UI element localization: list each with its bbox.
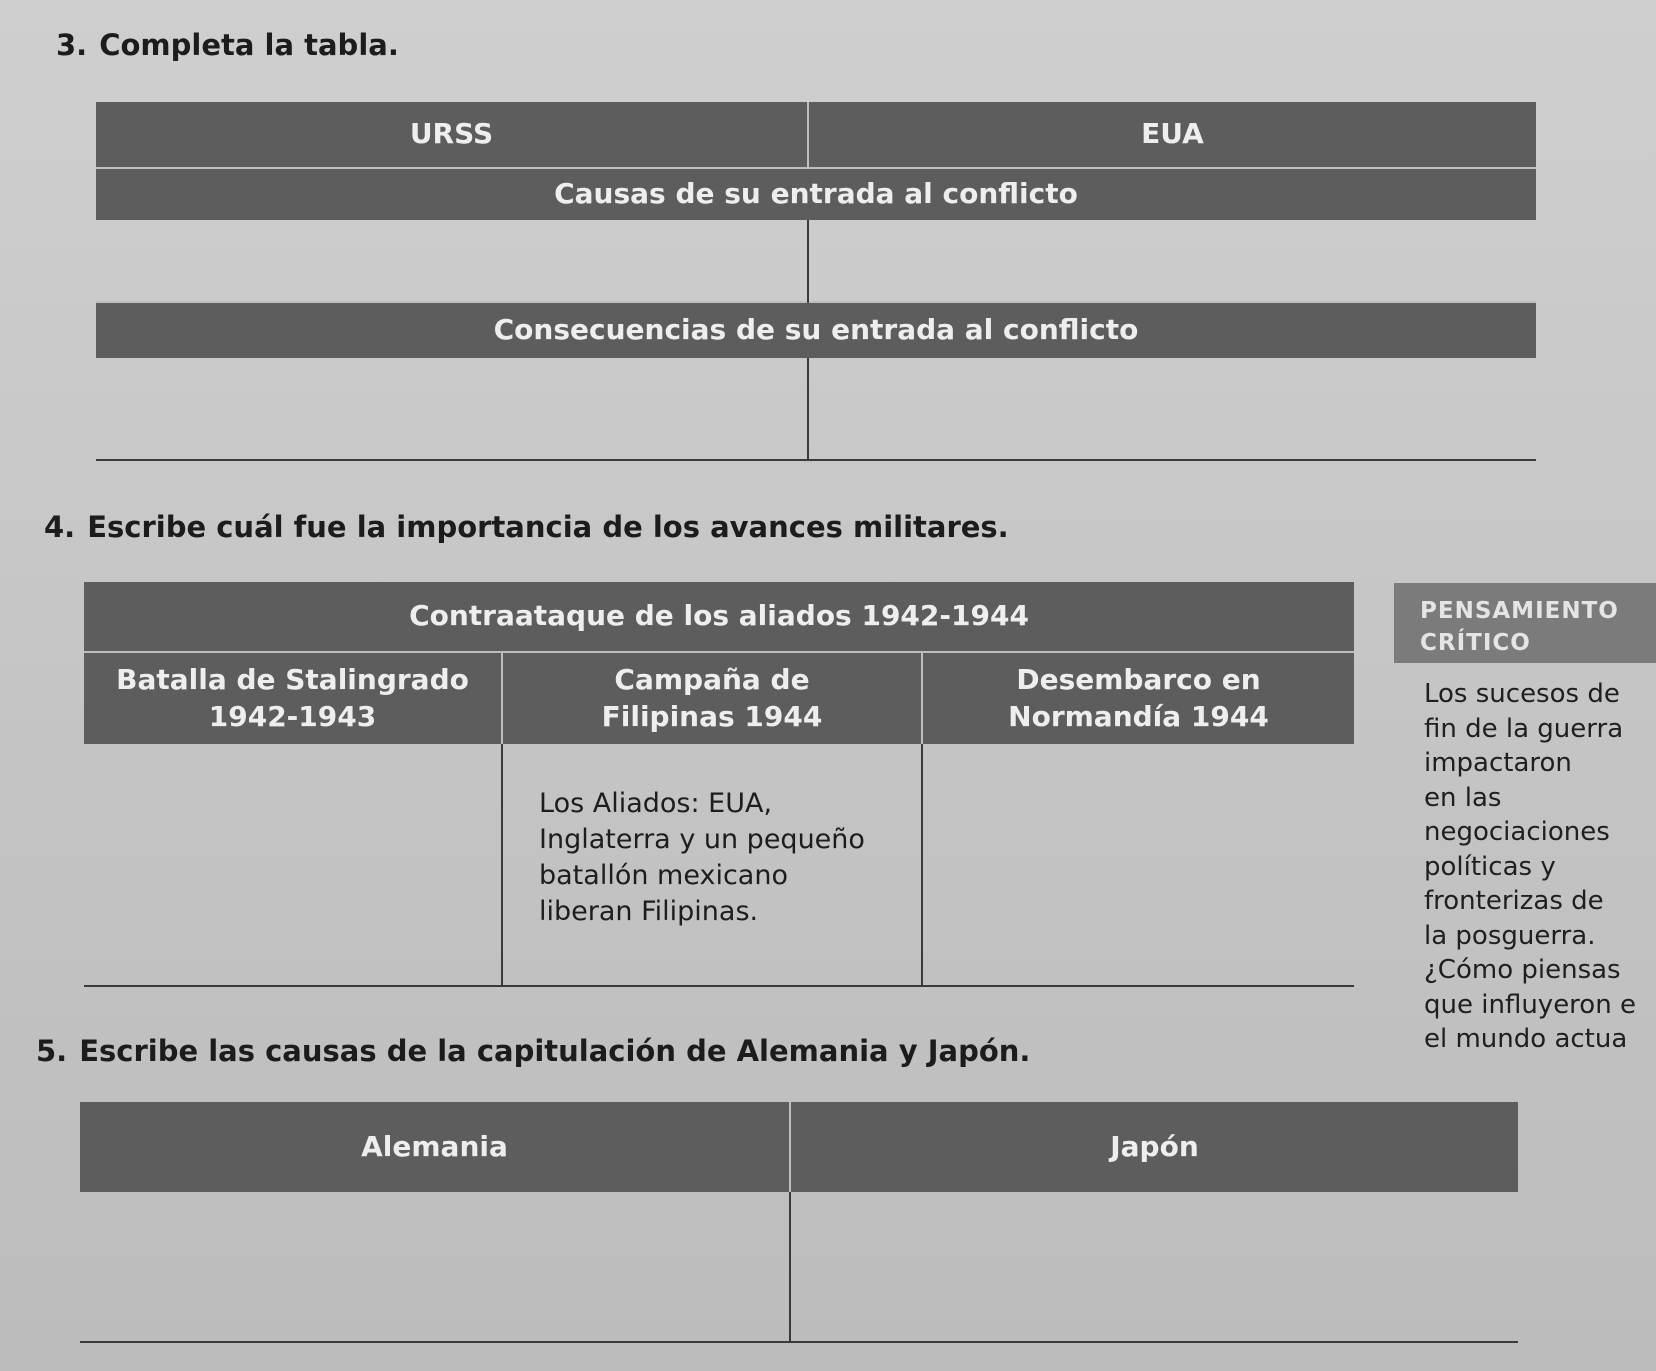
question-5-number: 5. bbox=[36, 1034, 68, 1068]
critical-thinking-box bbox=[1394, 583, 1656, 1063]
answer-cell-urss-causas[interactable] bbox=[96, 220, 808, 302]
answer-cell-eua-consecuencias[interactable] bbox=[808, 358, 1536, 460]
header-stalingrado: Batalla de Stalingrado 1942-1943 bbox=[84, 652, 502, 744]
question-4-number: 4. bbox=[44, 510, 76, 544]
answer-cell-alemania[interactable] bbox=[80, 1192, 790, 1342]
answer-cell-japon[interactable] bbox=[790, 1192, 1518, 1342]
answer-cell-stalingrado[interactable] bbox=[84, 744, 502, 986]
header-alemania: Alemania bbox=[80, 1102, 790, 1192]
question-5-text: Escribe las causas de la capitulación de Alemania y Japón. bbox=[79, 1034, 1031, 1068]
header-filipinas: Campaña de Filipinas 1944 bbox=[502, 652, 922, 744]
filipinas-cell bbox=[502, 744, 922, 986]
question-3-heading bbox=[56, 28, 399, 62]
critical-thinking-text: Los sucesos de fin de la guerra impactaron en las negociaciones políticas y fronterizas de la posguerra. ¿Cómo piensas que influyeron e el mundo actua bbox=[1424, 679, 1636, 1054]
question-3-text: Completa la tabla. bbox=[99, 28, 399, 62]
question-4-text: Escribe cuál fue la importancia de los avances militares. bbox=[87, 510, 1009, 544]
filipinas-text: Los Aliados: EUA, Inglaterra y un pequeño batallón mexicano liberan Filipinas. bbox=[539, 788, 865, 927]
header-eua: EUA bbox=[808, 102, 1536, 168]
header-causas: Causas de su entrada al conflicto bbox=[96, 168, 1536, 220]
table-contraataque bbox=[84, 582, 1354, 987]
answer-cell-urss-consecuencias[interactable] bbox=[96, 358, 808, 460]
critical-thinking-title: PENSAMIENTO CRÍTICO bbox=[1394, 583, 1656, 663]
header-urss: URSS bbox=[96, 102, 808, 168]
header-normandia: Desembarco en Normandía 1944 bbox=[922, 652, 1354, 744]
question-4-heading bbox=[44, 510, 1009, 544]
question-3-number: 3. bbox=[56, 28, 88, 62]
table-urss-eua bbox=[96, 102, 1536, 461]
answer-cell-normandia[interactable] bbox=[922, 744, 1354, 986]
header-consecuencias: Consecuencias de su entrada al conflicto bbox=[96, 302, 1536, 358]
header-japon: Japón bbox=[790, 1102, 1518, 1192]
question-5-heading bbox=[36, 1034, 1030, 1068]
answer-cell-eua-causas[interactable] bbox=[808, 220, 1536, 302]
table-alemania-japon bbox=[80, 1102, 1518, 1343]
header-contraataque: Contraataque de los aliados 1942-1944 bbox=[84, 582, 1354, 652]
